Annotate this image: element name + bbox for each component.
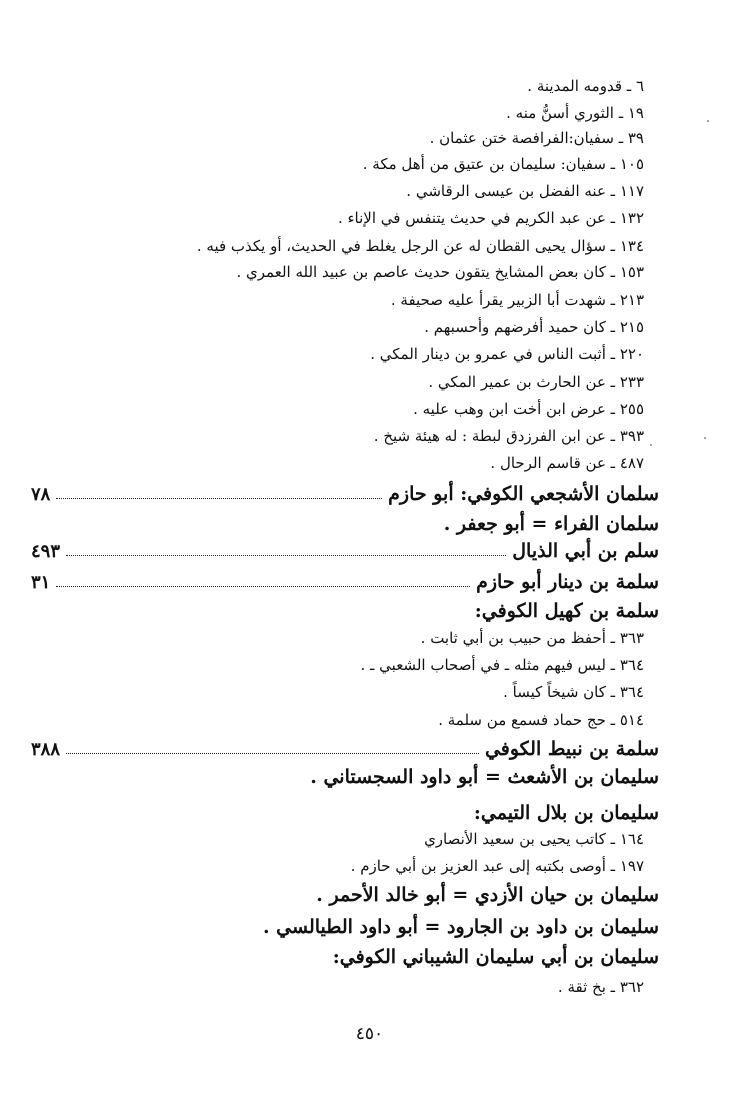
entry-line: ١٦٤ ـ كاتب يحيى بن سعيد الأنصاري	[424, 830, 644, 848]
heading-ashjai	[31, 481, 659, 507]
entry-line: ١١٧ ـ عنه الفضل بن عيسى الرقاشي .	[406, 182, 644, 200]
entry-line: ٢١٥ ـ كان حميد أفرضهم وأحسبهم .	[424, 318, 644, 336]
entry-line: ٣٩٣ ـ عن ابن الفرزدق لبطة : له هيئة شيخ .	[373, 427, 644, 445]
heading-salm	[31, 538, 659, 564]
heading-name: سلمة بن دينار أبو حازم	[476, 571, 659, 593]
heading-name: سلمان الأشجعي الكوفي: أبو حازم	[388, 483, 659, 505]
entry-line: ١٣٤ ـ سؤال يحيى القطان له عن الرجل يغلط في الحديث، أو يكذب فيه .	[196, 237, 644, 255]
entry-line: ٣٦٣ ـ أحفظ من حبيب بن أبي ثابت .	[420, 629, 644, 647]
heading-name: سلمة بن نبيط الكوفي	[484, 738, 659, 760]
scan-speck	[704, 437, 706, 439]
heading-name: سلم بن أبي الذيال	[512, 540, 659, 562]
heading-kuhayl: سلمة بن كهيل الكوفي:	[474, 600, 659, 622]
entry-line: ٦ ـ قدومه المدينة .	[527, 77, 644, 95]
heading-hayyan: سليمان بن حيان الأزدي = أبو خالد الأحمر .	[316, 884, 659, 906]
heading-page-number: ٤٩٣	[31, 540, 61, 562]
entry-line: ٣٦٤ ـ ليس فيهم مثله ـ في أصحاب الشعبي ـ .	[360, 656, 644, 674]
scan-speck	[707, 120, 709, 122]
heading-salama-dinar	[31, 569, 659, 595]
heading-nubayt	[31, 736, 659, 762]
heading-jarud: سليمان بن داود بن الجارود = أبو داود الطيالسي .	[262, 916, 659, 938]
entry-line: ٤٨٧ ـ عن قاسم الرحال .	[490, 454, 644, 472]
dotted-leader	[66, 555, 506, 556]
heading-page-number: ٣١	[31, 571, 51, 593]
entry-line: ١٥٣ ـ كان بعض المشايخ يتقون حديث عاصم بن عبيد الله العمري .	[236, 263, 644, 281]
heading-farra: سلمان الفراء = أبو جعفر .	[443, 513, 659, 535]
entry-line: ١٩٧ ـ أوصى بكتبه إلى عبد العزيز بن أبي حازم .	[350, 857, 644, 875]
entry-line: ٢٣٣ ـ عن الحارث بن عمير المكي .	[428, 373, 644, 391]
entry-line: ١٠٥ ـ سفيان: سليمان بن عتيق من أهل مكة .	[362, 155, 644, 173]
entry-line: ١٣٢ ـ عن عبد الكريم في حديث يتنفس في الإناء .	[337, 209, 644, 227]
entry-line: ٣٦٢ ـ بخ ثقة .	[557, 978, 644, 996]
dotted-leader	[56, 498, 382, 499]
heading-page-number: ٧٨	[31, 483, 51, 505]
dotted-leader	[56, 586, 470, 587]
entry-line: ٣٩ ـ سفيان:الفرافصة ختن عثمان .	[429, 129, 644, 147]
dotted-leader	[66, 753, 479, 754]
entry-line: ٢٥٥ ـ عرض ابن أخت ابن وهب عليه .	[413, 400, 644, 418]
entry-line: ٢٢٠ ـ أثبت الناس في عمرو بن دينار المكي .	[370, 345, 644, 363]
heading-ashath: سليمان بن الأشعث = أبو داود السجستاني .	[310, 766, 659, 788]
entry-line: ٥١٤ ـ حج حماد فسمع من سلمة .	[438, 711, 644, 729]
entry-line: ١٩ ـ الثوري أسنُّ منه .	[506, 104, 644, 122]
entry-line: ٢١٣ ـ شهدت أبا الزبير يقرأ عليه صحيفة .	[390, 291, 644, 309]
heading-bilal: سليمان بن بلال التيمي:	[473, 802, 659, 824]
heading-page-number: ٣٨٨	[31, 738, 61, 760]
entry-line: ٣٦٤ ـ كان شيخاً كيساً .	[503, 683, 644, 701]
scan-speck	[650, 444, 652, 446]
heading-shaybani: سليمان بن أبي سليمان الشيباني الكوفي:	[332, 946, 659, 968]
page-number: ٤٥٠	[355, 1024, 384, 1044]
